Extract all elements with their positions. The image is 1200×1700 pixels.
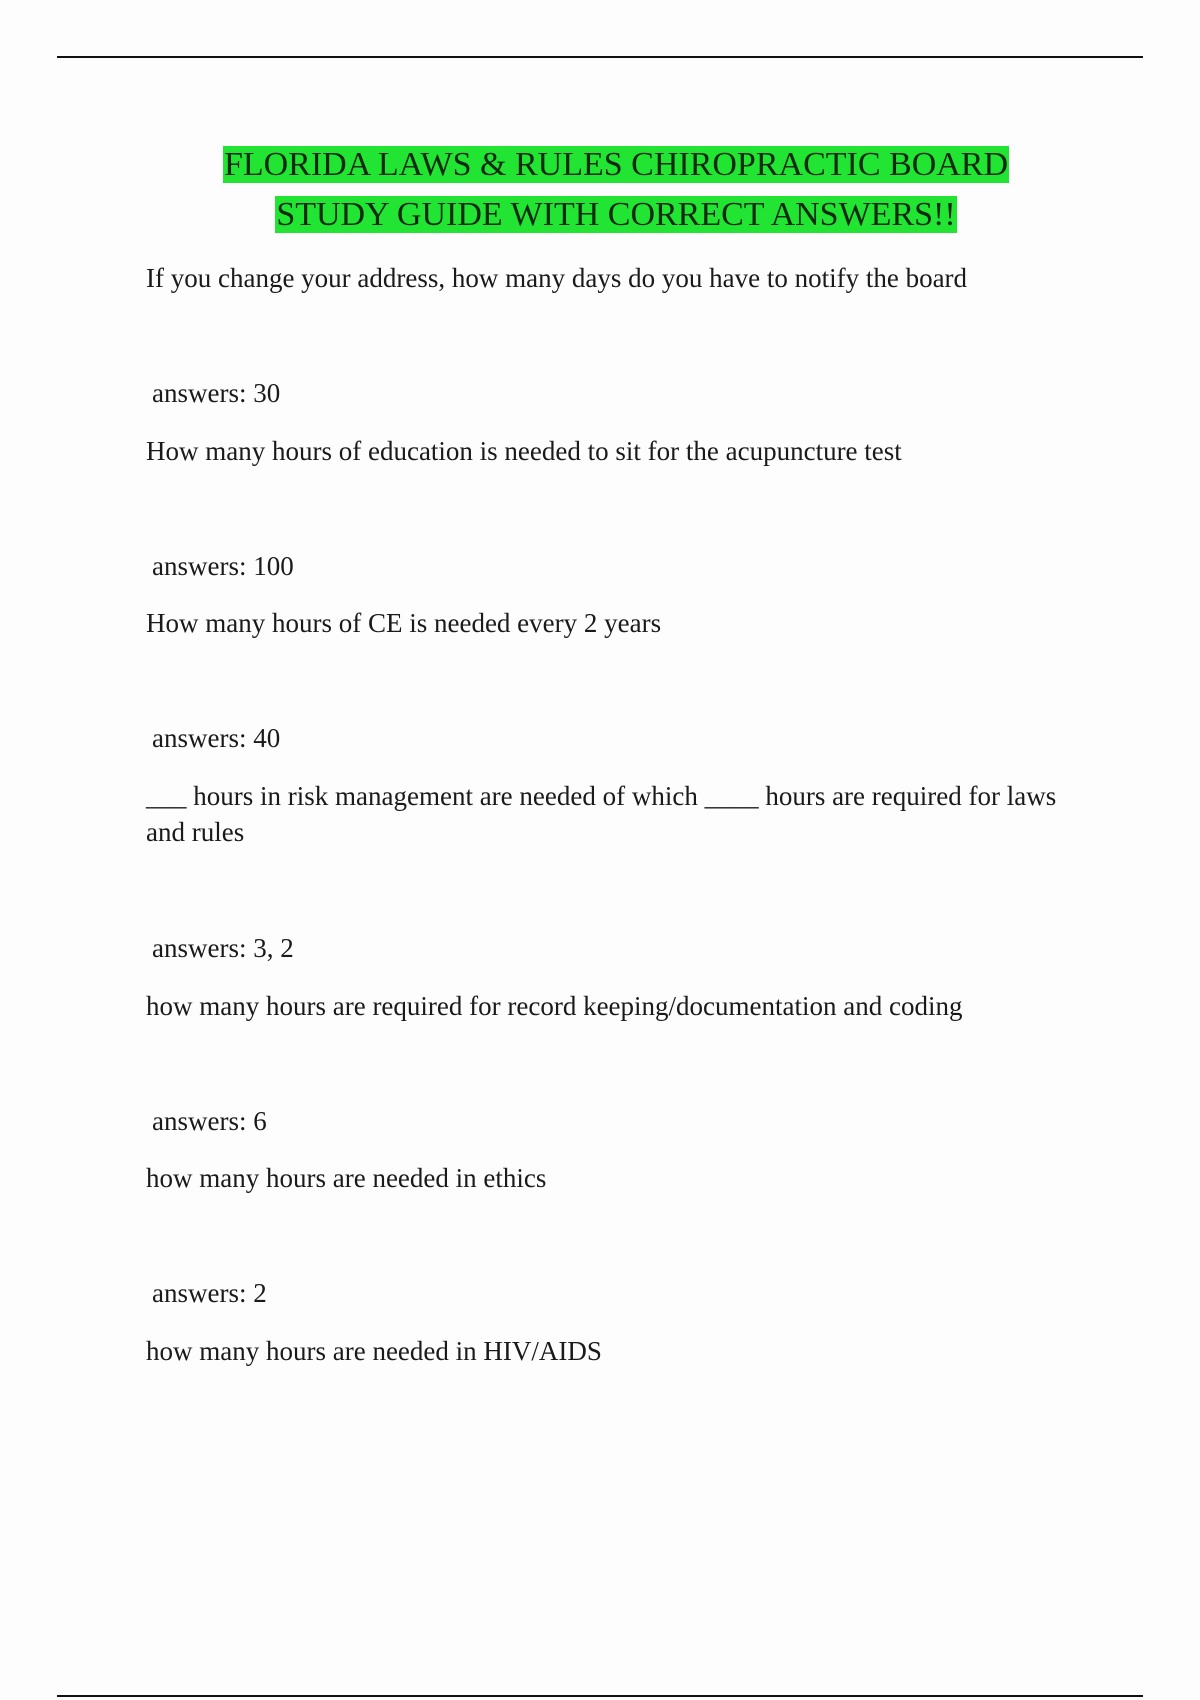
answer-1: answers: 30 (152, 378, 281, 408)
question-1: If you change your address, how many days do you have to notify the board (146, 263, 968, 293)
answer-4: answers: 3, 2 (152, 933, 294, 963)
answer-5: answers: 6 (152, 1106, 267, 1136)
question-4: ___ hours in risk management are needed of which ____ hours are required for laws and rules (146, 781, 1057, 847)
answer-2: answers: 100 (152, 551, 294, 581)
answer-6: answers: 2 (152, 1278, 267, 1308)
question-2: How many hours of education is needed to sit for the acupuncture test (146, 436, 902, 466)
answer-3: answers: 40 (152, 723, 281, 753)
question-6: how many hours are needed in ethics (146, 1163, 547, 1193)
question-3: How many hours of CE is needed every 2 years (146, 608, 662, 638)
title-line-2: STUDY GUIDE WITH CORRECT ANSWERS!! (276, 196, 956, 233)
document-title (0, 140, 1200, 240)
bottom-rule (57, 1695, 1143, 1697)
question-7: how many hours are needed in HIV/AIDS (146, 1336, 602, 1366)
question-5: how many hours are required for record keeping/documentation and coding (146, 991, 963, 1021)
title-line-1: FLORIDA LAWS & RULES CHIROPRACTIC BOARD (223, 146, 1009, 183)
top-rule (57, 56, 1143, 58)
